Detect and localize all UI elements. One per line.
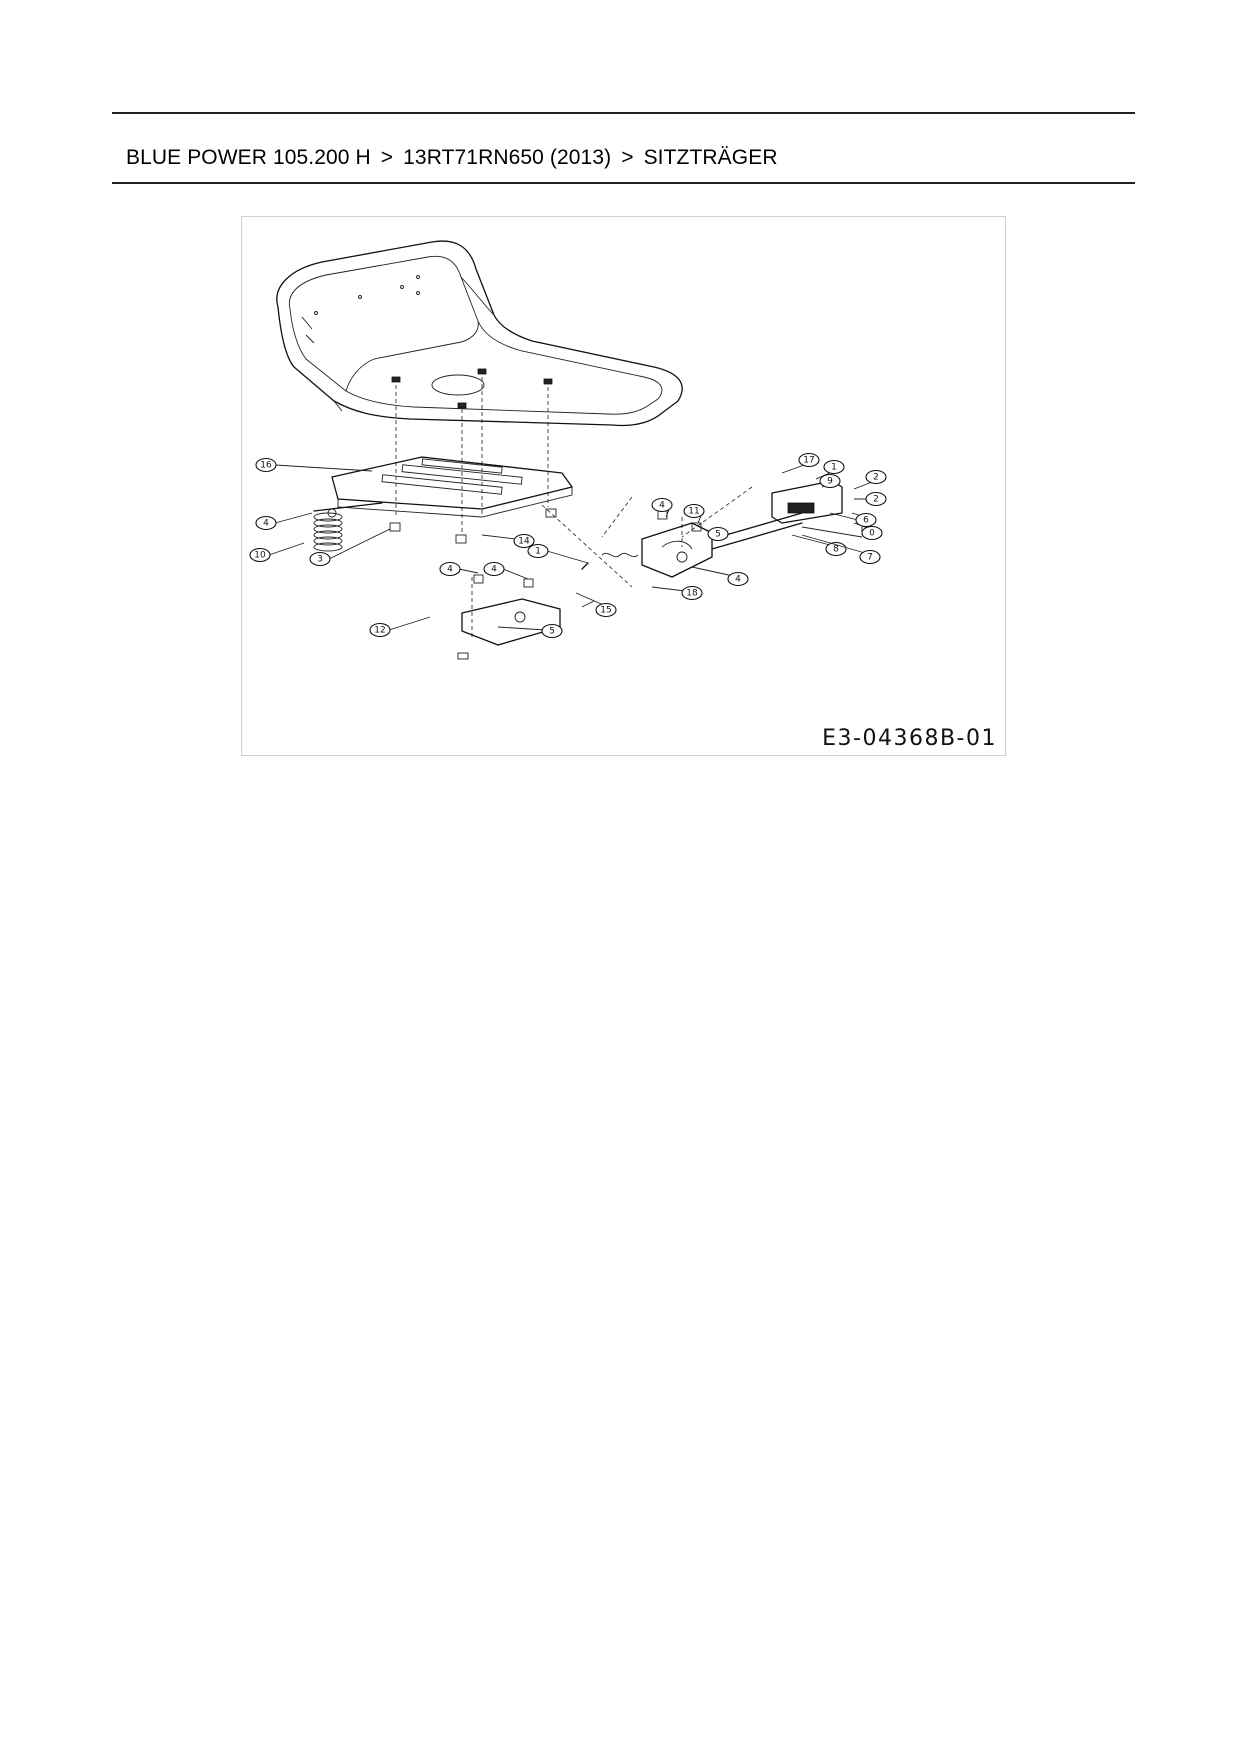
breadcrumb (126, 146, 778, 170)
callout-15 (576, 593, 616, 617)
callout-10 (250, 543, 304, 562)
slide-plate (314, 457, 572, 517)
callout-number: 11 (688, 506, 700, 517)
callout-4 (256, 513, 312, 530)
callout-number: 4 (263, 518, 269, 529)
callout-number: 10 (254, 550, 266, 561)
callout-1 (528, 545, 588, 564)
callout-number: 6 (863, 515, 869, 526)
callout-leader (275, 465, 372, 471)
coil-spring (314, 513, 342, 551)
callout-4 (652, 499, 672, 518)
lower-mounting-plate (462, 599, 594, 645)
header-rule-top (112, 112, 1135, 114)
seat-shell (277, 241, 682, 425)
callout-16 (256, 459, 372, 472)
callout-number: 3 (317, 554, 323, 565)
seat-assembly-drawing (242, 217, 1004, 754)
callout-number: 17 (803, 455, 815, 466)
callout-3 (310, 529, 390, 566)
callout-number: 4 (659, 500, 665, 511)
callout-9 (820, 475, 840, 488)
breadcrumb-section: SITZTRÄGER (643, 146, 778, 169)
callout-number: 5 (549, 626, 555, 637)
breadcrumb-model[interactable]: BLUE POWER 105.200 H (126, 146, 371, 169)
callout-17 (782, 454, 819, 474)
callout-number: 4 (735, 574, 741, 585)
callout-number: 16 (260, 460, 272, 471)
callout-4 (440, 563, 478, 576)
callout-leader (389, 617, 430, 630)
callout-number: 0 (869, 528, 875, 539)
callout-14 (482, 535, 534, 548)
callout-2 (854, 493, 886, 506)
callout-number: 2 (873, 494, 879, 505)
breadcrumb-article[interactable]: 13RT71RN650 (2013) (403, 146, 612, 169)
callout-leader (275, 513, 312, 523)
callout-number: 4 (491, 564, 497, 575)
exploded-parts-diagram (241, 216, 1006, 756)
callout-4 (692, 567, 748, 586)
callout-number: 5 (715, 529, 721, 540)
callout-number: 9 (827, 476, 833, 487)
callout-number: 15 (600, 605, 612, 616)
callout-number: 14 (518, 536, 530, 547)
callout-18 (652, 587, 702, 600)
callout-number: 2 (873, 472, 879, 483)
header-rule-bottom (112, 182, 1135, 184)
callout-number: 8 (833, 544, 839, 555)
breadcrumb-separator: > (621, 146, 634, 169)
callout-number: 18 (686, 588, 698, 599)
callout-number: 1 (831, 462, 837, 473)
breadcrumb-separator: > (380, 146, 394, 169)
callout-number: 12 (374, 625, 386, 636)
drawing-code: E3-04368B-01 (822, 726, 997, 751)
switch-housing (772, 481, 862, 537)
callout-number: 7 (867, 552, 873, 563)
callout-5 (708, 528, 728, 541)
callout-2 (854, 471, 886, 490)
callout-number: 4 (447, 564, 453, 575)
callout-6 (852, 513, 876, 527)
callout-leader (503, 569, 528, 579)
callout-12 (370, 617, 430, 637)
callout-number: 1 (535, 546, 541, 557)
callout-leader (459, 569, 478, 573)
callout-leader (547, 551, 588, 563)
callout-4 (484, 563, 528, 580)
callout-leader (269, 543, 304, 555)
callout-11 (684, 505, 704, 524)
